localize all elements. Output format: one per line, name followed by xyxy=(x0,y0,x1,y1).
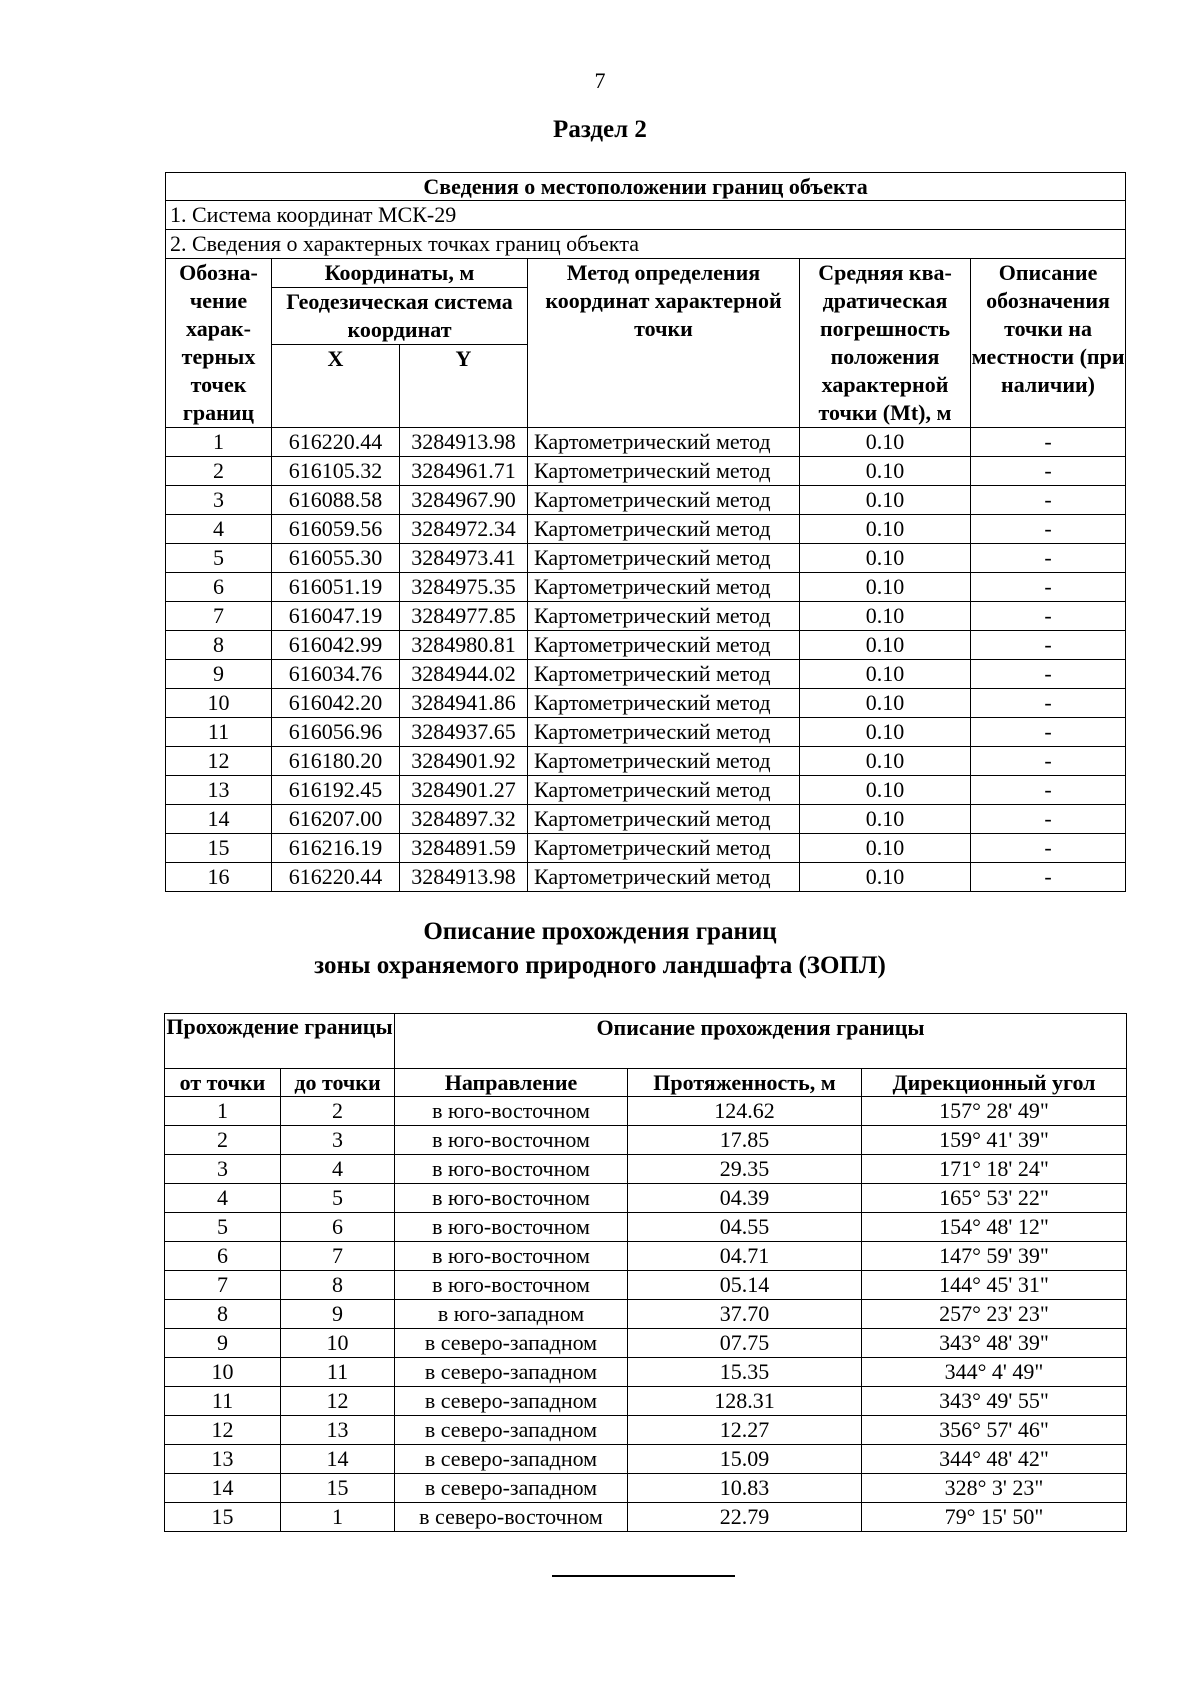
point-description: - xyxy=(971,573,1126,602)
to-point: 1 xyxy=(281,1503,395,1532)
method: Картометрический метод xyxy=(528,776,800,805)
bearing-angle: 343° 49' 55" xyxy=(862,1387,1127,1416)
point-number: 9 xyxy=(166,660,272,689)
method: Картометрический метод xyxy=(528,805,800,834)
point-number: 3 xyxy=(166,486,272,515)
length: 05.14 xyxy=(628,1271,862,1300)
coord-x: 616220.44 xyxy=(272,863,400,892)
to-point: 6 xyxy=(281,1213,395,1242)
bearing-angle: 344° 4' 49" xyxy=(862,1358,1127,1387)
header-description: Описание обозначения точки на местности (при наличии) xyxy=(971,259,1126,428)
coord-y: 3284941.86 xyxy=(400,689,528,718)
from-point: 12 xyxy=(165,1416,281,1445)
coord-y: 3284897.32 xyxy=(400,805,528,834)
coord-x: 616042.20 xyxy=(272,689,400,718)
point-number: 8 xyxy=(166,631,272,660)
to-point: 5 xyxy=(281,1184,395,1213)
point-description: - xyxy=(971,515,1126,544)
header-error: Средняя ква-дратическая погрешность положения характерной точки (Mt), м xyxy=(800,259,971,428)
bearing-angle: 159° 41' 39" xyxy=(862,1126,1127,1155)
end-divider xyxy=(552,1575,735,1577)
length: 04.71 xyxy=(628,1242,862,1271)
mean-error: 0.10 xyxy=(800,805,971,834)
to-point: 7 xyxy=(281,1242,395,1271)
header-to: до точки xyxy=(281,1069,395,1097)
point-number: 13 xyxy=(166,776,272,805)
point-number: 6 xyxy=(166,573,272,602)
coord-y: 3284913.98 xyxy=(400,863,528,892)
point-description: - xyxy=(971,602,1126,631)
direction: в юго-восточном xyxy=(395,1242,628,1271)
direction: в юго-восточном xyxy=(395,1097,628,1126)
bearing-angle: 165° 53' 22" xyxy=(862,1184,1127,1213)
table-row xyxy=(166,573,1126,602)
direction: в северо-восточном xyxy=(395,1503,628,1532)
mean-error: 0.10 xyxy=(800,660,971,689)
coord-x: 616216.19 xyxy=(272,834,400,863)
from-point: 15 xyxy=(165,1503,281,1532)
coord-y: 3284937.65 xyxy=(400,718,528,747)
mean-error: 0.10 xyxy=(800,747,971,776)
mean-error: 0.10 xyxy=(800,776,971,805)
direction: в юго-восточном xyxy=(395,1271,628,1300)
header-length: Протяженность, м xyxy=(628,1069,862,1097)
coord-y: 3284973.41 xyxy=(400,544,528,573)
table-row xyxy=(165,1184,1127,1213)
mean-error: 0.10 xyxy=(800,544,971,573)
coord-y: 3284901.92 xyxy=(400,747,528,776)
bearing-angle: 343° 48' 39" xyxy=(862,1329,1127,1358)
header-direction: Направление xyxy=(395,1069,628,1097)
length: 22.79 xyxy=(628,1503,862,1532)
coord-y: 3284975.35 xyxy=(400,573,528,602)
point-number: 11 xyxy=(166,718,272,747)
coord-x: 616220.44 xyxy=(272,428,400,457)
table-row xyxy=(166,689,1126,718)
table-row xyxy=(166,428,1126,457)
bearing-angle: 144° 45' 31" xyxy=(862,1271,1127,1300)
point-number: 12 xyxy=(166,747,272,776)
header-passage-description: Описание прохождения границы xyxy=(395,1014,1127,1069)
table-row xyxy=(165,1097,1127,1126)
header-method: Метод определения координат характерной точки xyxy=(528,259,800,428)
direction: в северо-западном xyxy=(395,1329,628,1358)
from-point: 7 xyxy=(165,1271,281,1300)
mean-error: 0.10 xyxy=(800,863,971,892)
mean-error: 0.10 xyxy=(800,834,971,863)
table-row xyxy=(165,1474,1127,1503)
length: 15.09 xyxy=(628,1445,862,1474)
coord-x: 616192.45 xyxy=(272,776,400,805)
section-title: Раздел 2 xyxy=(553,116,647,143)
to-point: 2 xyxy=(281,1097,395,1126)
coord-x: 616088.58 xyxy=(272,486,400,515)
table-row xyxy=(166,747,1126,776)
method: Картометрический метод xyxy=(528,602,800,631)
table-row xyxy=(166,776,1126,805)
method: Картометрический метод xyxy=(528,428,800,457)
coord-x: 616105.32 xyxy=(272,457,400,486)
coordinates-table xyxy=(165,172,1126,892)
direction: в северо-западном xyxy=(395,1387,628,1416)
table-row xyxy=(165,1387,1127,1416)
method: Картометрический метод xyxy=(528,544,800,573)
point-number: 4 xyxy=(166,515,272,544)
length: 17.85 xyxy=(628,1126,862,1155)
header-x: X xyxy=(272,345,400,428)
mean-error: 0.10 xyxy=(800,602,971,631)
table-row xyxy=(165,1329,1127,1358)
coord-y: 3284913.98 xyxy=(400,428,528,457)
to-point: 15 xyxy=(281,1474,395,1503)
from-point: 5 xyxy=(165,1213,281,1242)
header-passage: Прохождение границы xyxy=(165,1014,395,1069)
to-point: 10 xyxy=(281,1329,395,1358)
table-row xyxy=(165,1416,1127,1445)
point-description: - xyxy=(971,863,1126,892)
coord-y: 3284901.27 xyxy=(400,776,528,805)
point-description: - xyxy=(971,660,1126,689)
from-point: 11 xyxy=(165,1387,281,1416)
point-description: - xyxy=(971,834,1126,863)
direction: в северо-западном xyxy=(395,1445,628,1474)
point-description: - xyxy=(971,486,1126,515)
point-description: - xyxy=(971,544,1126,573)
table-row xyxy=(166,602,1126,631)
method: Картометрический метод xyxy=(528,863,800,892)
coord-y: 3284980.81 xyxy=(400,631,528,660)
point-description: - xyxy=(971,631,1126,660)
method: Картометрический метод xyxy=(528,689,800,718)
coord-x: 616034.76 xyxy=(272,660,400,689)
bearing-angle: 171° 18' 24" xyxy=(862,1155,1127,1184)
method: Картометрический метод xyxy=(528,747,800,776)
point-description: - xyxy=(971,747,1126,776)
point-number: 5 xyxy=(166,544,272,573)
direction: в юго-восточном xyxy=(395,1126,628,1155)
table-row xyxy=(166,718,1126,747)
bearing-angle: 79° 15' 50" xyxy=(862,1503,1127,1532)
from-point: 6 xyxy=(165,1242,281,1271)
direction: в юго-западном xyxy=(395,1300,628,1329)
method: Картометрический метод xyxy=(528,515,800,544)
point-description: - xyxy=(971,805,1126,834)
mean-error: 0.10 xyxy=(800,573,971,602)
coord-x: 616059.56 xyxy=(272,515,400,544)
method: Картометрический метод xyxy=(528,573,800,602)
coord-x: 616055.30 xyxy=(272,544,400,573)
coord-y: 3284977.85 xyxy=(400,602,528,631)
point-description: - xyxy=(971,457,1126,486)
length: 37.70 xyxy=(628,1300,862,1329)
table-row xyxy=(165,1271,1127,1300)
bearing-angle: 257° 23' 23" xyxy=(862,1300,1127,1329)
point-number: 2 xyxy=(166,457,272,486)
coords-table-title: Сведения о местоположении границ объекта xyxy=(166,173,1126,201)
header-angle: Дирекционный угол xyxy=(862,1069,1127,1097)
bearing-angle: 157° 28' 49" xyxy=(862,1097,1127,1126)
length: 12.27 xyxy=(628,1416,862,1445)
table-row xyxy=(165,1358,1127,1387)
mean-error: 0.10 xyxy=(800,486,971,515)
table-row xyxy=(165,1155,1127,1184)
mean-error: 0.10 xyxy=(800,718,971,747)
direction: в юго-восточном xyxy=(395,1184,628,1213)
from-point: 14 xyxy=(165,1474,281,1503)
from-point: 9 xyxy=(165,1329,281,1358)
bearing-angle: 344° 48' 42" xyxy=(862,1445,1127,1474)
to-point: 3 xyxy=(281,1126,395,1155)
point-description: - xyxy=(971,776,1126,805)
to-point: 13 xyxy=(281,1416,395,1445)
table-row xyxy=(165,1300,1127,1329)
header-geodetic: Геодезическая система координат xyxy=(272,288,528,345)
header-from: от точки xyxy=(165,1069,281,1097)
length: 07.75 xyxy=(628,1329,862,1358)
to-point: 11 xyxy=(281,1358,395,1387)
table-row xyxy=(166,486,1126,515)
direction: в юго-восточном xyxy=(395,1213,628,1242)
coord-y: 3284972.34 xyxy=(400,515,528,544)
point-number: 1 xyxy=(166,428,272,457)
bearing-angle: 328° 3' 23" xyxy=(862,1474,1127,1503)
mean-error: 0.10 xyxy=(800,689,971,718)
length: 128.31 xyxy=(628,1387,862,1416)
table-row xyxy=(165,1126,1127,1155)
table-row xyxy=(166,805,1126,834)
point-number: 16 xyxy=(166,863,272,892)
mean-error: 0.10 xyxy=(800,631,971,660)
length: 15.35 xyxy=(628,1358,862,1387)
coord-x: 616180.20 xyxy=(272,747,400,776)
length: 10.83 xyxy=(628,1474,862,1503)
coord-y: 3284944.02 xyxy=(400,660,528,689)
coord-x: 616042.99 xyxy=(272,631,400,660)
table-row xyxy=(165,1503,1127,1532)
point-description: - xyxy=(971,718,1126,747)
from-point: 13 xyxy=(165,1445,281,1474)
direction: в северо-западном xyxy=(395,1416,628,1445)
from-point: 3 xyxy=(165,1155,281,1184)
from-point: 2 xyxy=(165,1126,281,1155)
from-point: 8 xyxy=(165,1300,281,1329)
to-point: 12 xyxy=(281,1387,395,1416)
coord-x: 616047.19 xyxy=(272,602,400,631)
to-point: 8 xyxy=(281,1271,395,1300)
table-row xyxy=(166,457,1126,486)
coord-y: 3284961.71 xyxy=(400,457,528,486)
bearing-angle: 147° 59' 39" xyxy=(862,1242,1127,1271)
bearing-angle: 154° 48' 12" xyxy=(862,1213,1127,1242)
table-row xyxy=(166,631,1126,660)
point-number: 7 xyxy=(166,602,272,631)
direction: в северо-западном xyxy=(395,1358,628,1387)
point-description: - xyxy=(971,689,1126,718)
table-row xyxy=(166,863,1126,892)
point-number: 10 xyxy=(166,689,272,718)
description-title-line1: Описание прохождения границ xyxy=(423,918,777,945)
method: Картометрический метод xyxy=(528,631,800,660)
mean-error: 0.10 xyxy=(800,515,971,544)
direction: в северо-западном xyxy=(395,1474,628,1503)
from-point: 10 xyxy=(165,1358,281,1387)
from-point: 4 xyxy=(165,1184,281,1213)
method: Картометрический метод xyxy=(528,834,800,863)
table-row xyxy=(165,1213,1127,1242)
header-coords: Координаты, м xyxy=(272,259,528,288)
from-point: 1 xyxy=(165,1097,281,1126)
mean-error: 0.10 xyxy=(800,457,971,486)
point-number: 14 xyxy=(166,805,272,834)
point-description: - xyxy=(971,428,1126,457)
page-number: 7 xyxy=(594,68,606,93)
point-number: 15 xyxy=(166,834,272,863)
coord-x: 616056.96 xyxy=(272,718,400,747)
method: Картометрический метод xyxy=(528,660,800,689)
coord-x: 616051.19 xyxy=(272,573,400,602)
points-heading: 2. Сведения о характерных точках границ объекта xyxy=(166,230,1126,259)
bearing-angle: 356° 57' 46" xyxy=(862,1416,1127,1445)
to-point: 14 xyxy=(281,1445,395,1474)
length: 124.62 xyxy=(628,1097,862,1126)
to-point: 4 xyxy=(281,1155,395,1184)
table-row xyxy=(165,1242,1127,1271)
to-point: 9 xyxy=(281,1300,395,1329)
header-y: Y xyxy=(400,345,528,428)
table-row xyxy=(165,1445,1127,1474)
mean-error: 0.10 xyxy=(800,428,971,457)
coordinate-system: 1. Система координат МСК-29 xyxy=(166,201,1126,230)
passage-table xyxy=(164,1013,1127,1532)
table-row xyxy=(166,834,1126,863)
coord-y: 3284891.59 xyxy=(400,834,528,863)
method: Картометрический метод xyxy=(528,718,800,747)
method: Картометрический метод xyxy=(528,486,800,515)
length: 04.55 xyxy=(628,1213,862,1242)
coord-x: 616207.00 xyxy=(272,805,400,834)
coord-y: 3284967.90 xyxy=(400,486,528,515)
length: 29.35 xyxy=(628,1155,862,1184)
table-row xyxy=(166,544,1126,573)
table-row xyxy=(166,660,1126,689)
table-row xyxy=(166,515,1126,544)
header-point: Обозна-чение харак-терных точек границ xyxy=(166,259,272,428)
direction: в юго-восточном xyxy=(395,1155,628,1184)
method: Картометрический метод xyxy=(528,457,800,486)
description-title-line2: зоны охраняемого природного ландшафта (ЗОПЛ) xyxy=(314,952,886,979)
length: 04.39 xyxy=(628,1184,862,1213)
